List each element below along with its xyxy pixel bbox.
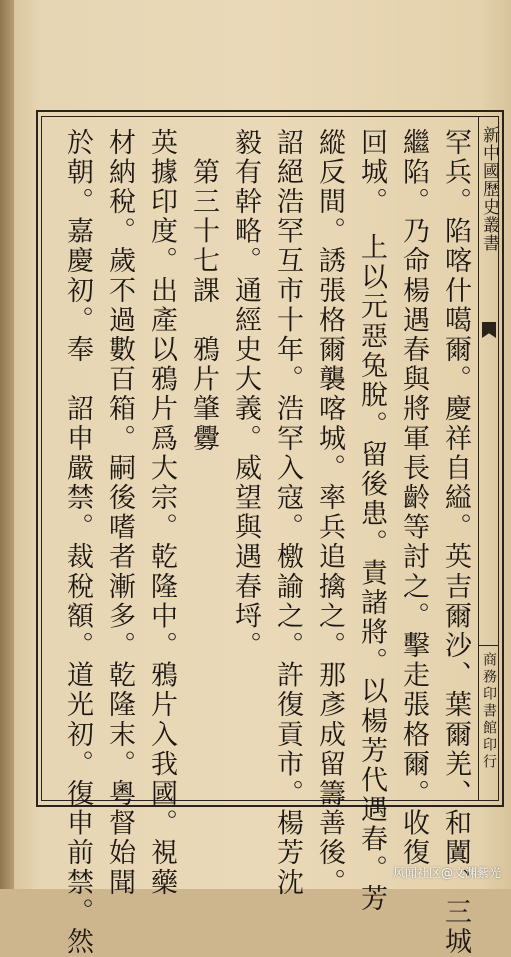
watermark: 风闻社区@文渊紫光 xyxy=(392,866,501,880)
text-column-9: 材納稅。歲不過數百箱。嗣後嗜者漸多。乾隆末。粵督始聞 xyxy=(104,128,135,898)
book-gutter xyxy=(0,0,14,889)
text-column-8: 英據印度。出產以鴉片爲大宗。乾隆中。鴉片入我國。視藥 xyxy=(146,128,177,898)
text-column-3: 回城。 上以元惡兔脫。留後患。責諸將。以楊芳代遇春。芳 xyxy=(356,128,387,914)
text-column-2: 繼陷。乃命楊遇春與將軍長齡等討之。擊走張格爾。收復 xyxy=(398,128,429,868)
running-title: 新中國歷史叢書 xyxy=(479,126,499,252)
text-column-1: 罕兵。陷喀什噶爾。慶祥自縊。英吉爾沙、葉爾羌、和闐、三城 xyxy=(440,128,471,957)
text-column-4: 縱反間。誘張格爾襲喀城。率兵追擒之。那彥成留籌善後。 xyxy=(314,128,345,898)
publisher-divider xyxy=(478,645,499,646)
lesson-heading: 第三十七課 鴉片肇釁 xyxy=(188,128,219,454)
text-column-5: 詔絕浩罕互市十年。浩罕入寇。檄諭之。許復貢市。楊芳沈 xyxy=(272,128,303,898)
text-column-10: 於朝。嘉慶初。奉 詔申嚴禁。裁稅額。道光初。復申前禁。然 xyxy=(62,128,93,957)
publisher-mark: 商務印書館印行 xyxy=(481,652,497,771)
text-column-6: 毅有幹略。通經史大義。威望與遇春埒。 xyxy=(230,128,261,661)
